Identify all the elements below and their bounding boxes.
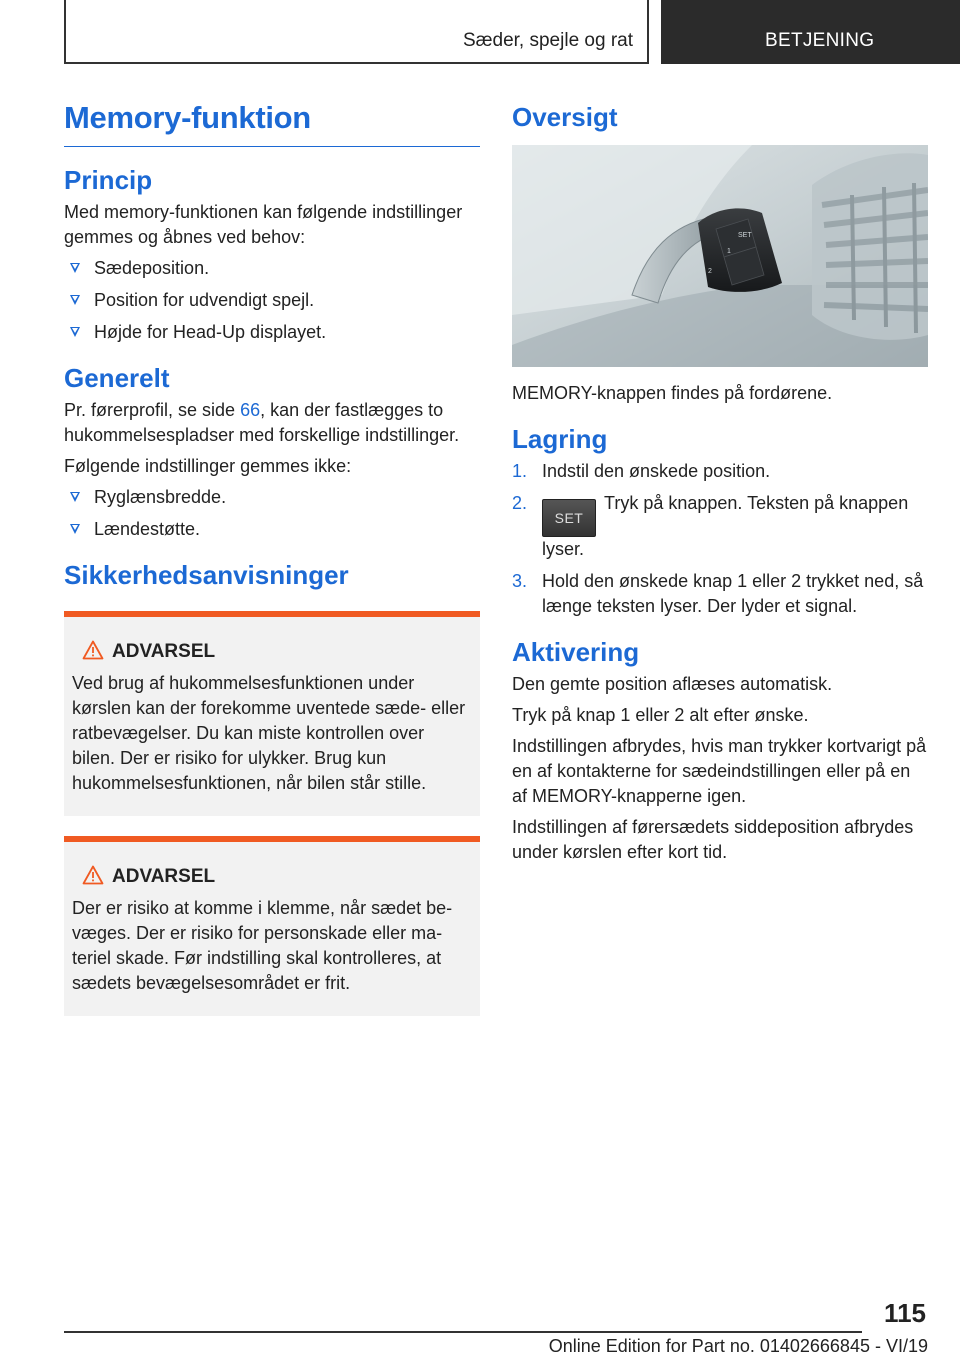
left-column: [64, 100, 480, 1016]
step-item: 2. SETTryk på knappen. Teksten på knappen lyser.: [512, 493, 909, 559]
heading-sikkerhed: Sikkerhedsanvisninger: [64, 560, 349, 590]
header-chapter-tab: [661, 0, 960, 64]
warning-title: ADVARSEL: [72, 864, 472, 890]
warning-box: [64, 611, 480, 816]
warning-title: ADVARSEL: [72, 639, 472, 665]
heading-lagring: Lagring: [512, 424, 608, 454]
aktivering-paragraph: Indstillingen af førersædets siddeposition afbrydes under kørslen efter kort tid.: [512, 817, 914, 862]
heading-aktivering: Aktivering: [512, 637, 640, 667]
step-item: 3. Hold den ønskede knap 1 eller 2 trykket ned, så længe teksten lyser. Der lyder et signal.: [512, 571, 924, 616]
generelt-list: [64, 485, 480, 542]
page-number: 115: [884, 1298, 926, 1328]
princip-intro: Med memory-funktionen kan følgende indstillinger gemmes og åbnes ved behov:: [64, 202, 463, 247]
header-section-title: Sæder, spejle og rat: [462, 30, 633, 51]
list-item: Ryglænsbredde.: [64, 485, 480, 510]
list-item: Sædeposition.: [64, 256, 480, 281]
list-item: Position for udvendigt spejl.: [64, 288, 480, 313]
photo-set-label: SET: [738, 232, 752, 239]
step-item: 1. Indstil den ønskede position.: [512, 461, 771, 481]
generelt-intro2: Følgende indstillinger gemmes ikke:: [64, 456, 352, 476]
list-item: Lændestøtte.: [64, 517, 480, 542]
triangle-bullet-icon: [70, 524, 80, 534]
footer-divider: [64, 1331, 862, 1333]
triangle-bullet-icon: [70, 295, 80, 305]
triangle-bullet-icon: [70, 263, 80, 273]
footer-edition: Online Edition for Part no. 01402666845 - VI/19: [548, 1336, 928, 1356]
princip-list: [64, 256, 480, 345]
warning-text: Der er risiko at komme i klemme, når sædet bevæges. Der er risiko for personskade eller materiel skade. Før indstilling skal kontrolleres, at sædets bevægelsesområdet er frit.: [72, 898, 453, 993]
warning-box: [64, 836, 480, 1016]
page-link[interactable]: 66: [240, 400, 261, 420]
list-item: Højde for Head-Up displayet.: [64, 320, 480, 345]
right-column: [512, 100, 928, 871]
heading-generelt: Generelt: [64, 363, 170, 393]
set-button-icon: SET: [542, 499, 596, 537]
warning-text: Ved brug af hukommelsesfunktionen under kørslen kan der forekomme uventede sæde- eller ratbevægelser. Du kan miste kontrollen over bilen. Der er risiko for ulykker. Brug kun hukommelsesfunktionen, når bilen står stille.: [72, 673, 466, 793]
header-chapter-title: BETJENING: [765, 30, 875, 51]
photo-caption: MEMORY-knappen findes på fordørene.: [512, 383, 833, 403]
aktivering-paragraph: Tryk på knap 1 eller 2 alt efter ønske.: [512, 705, 809, 725]
lagring-steps: [512, 459, 928, 619]
header-section-tab: [64, 0, 649, 64]
door-memory-buttons-photo: [512, 145, 928, 367]
photo-two-label: 2: [708, 268, 712, 275]
page-title: Memory-funktion: [64, 100, 480, 147]
triangle-bullet-icon: [70, 492, 80, 502]
warning-triangle-icon: [82, 640, 104, 660]
aktivering-paragraph: Den gemte position aflæses automatisk.: [512, 674, 833, 694]
aktivering-paragraph: Indstillingen afbrydes, hvis man trykker kortvarigt på en af kontakterne for sædeindstillingen eller på en af MEMORY-knapperne igen.: [512, 736, 927, 806]
generelt-text: Pr. førerprofil, se side 66, kan der fastlægges to hukommelsespladser med forskellige indstillinger.: [64, 400, 460, 445]
heading-oversigt: Oversigt: [512, 102, 618, 132]
triangle-bullet-icon: [70, 327, 80, 337]
heading-princip: Princip: [64, 165, 153, 195]
warning-triangle-icon: [82, 865, 104, 885]
photo-one-label: 1: [727, 248, 731, 255]
